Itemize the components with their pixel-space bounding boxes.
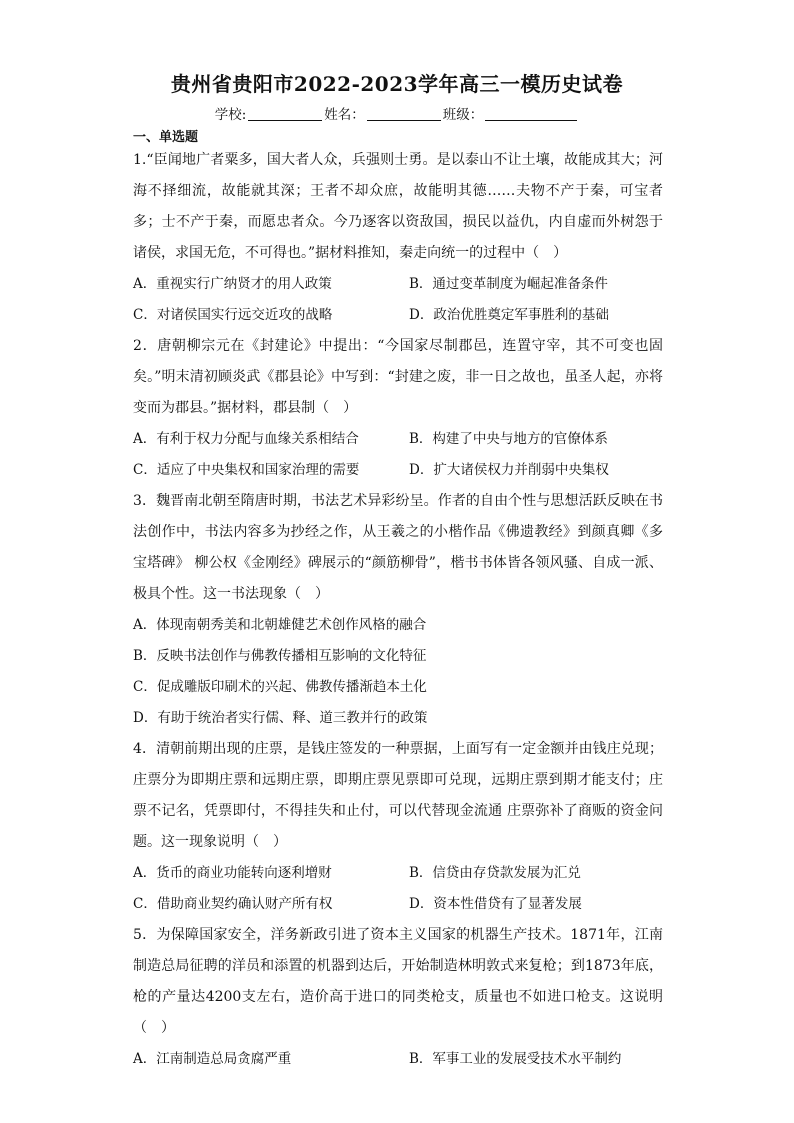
question-2 — [133, 331, 663, 486]
question-5 — [133, 920, 663, 1075]
option-d[interactable]: D．资本性借贷有了显著发展 — [409, 896, 582, 912]
option-d[interactable]: D．有助于统治者实行儒、释、道三教并行的政策 — [133, 710, 428, 726]
option-c[interactable]: C．对诸侯国实行远交近攻的战略 — [133, 307, 333, 323]
options-row — [133, 455, 663, 486]
option-b[interactable]: B．信贷由存贷款发展为汇兑 — [409, 865, 581, 881]
class-label: 班级： — [442, 107, 484, 123]
name-label: 姓名： — [324, 107, 365, 123]
option-a[interactable]: A．有利于权力分配与血缘关系相结合 — [133, 431, 359, 447]
option-a[interactable]: A．江南制造总局贪腐严重 — [133, 1051, 292, 1067]
option-d[interactable]: D．扩大诸侯权力并削弱中央集权 — [409, 462, 609, 478]
class-blank[interactable] — [485, 106, 577, 121]
options-row — [133, 269, 663, 300]
school-label: 学校: — [214, 107, 247, 123]
option-a[interactable]: A．货币的商业功能转向逐利增财 — [133, 865, 332, 881]
option-a[interactable]: A．体现南朝秀美和北朝雄健艺术创作风格的融合 — [133, 617, 427, 633]
question-stem: 1.“臣闻地广者粟多，国大者人众，兵强则士勇。是以泰山不让土壤，故能成其大；河海不择细流，故能就其深；王者不却众庶，故能明其德……夫物不产于秦，可宝者多；士不产于秦，而愿忠者众。今乃逐客以资敌国，损民以益仇，内自虚而外树怨于诸侯，求国无危，不可得也。”据材料推知，秦走向统一的过程中（ ） — [133, 152, 663, 261]
options-row — [133, 858, 663, 889]
option-b[interactable]: B．通过变革制度为崛起准备条件 — [409, 276, 608, 292]
exam-title: 贵州省贵阳市2022-2023学年高三一模历史试卷 — [170, 72, 624, 96]
option-b[interactable]: B．反映书法创作与佛教传播相互影响的文化特征 — [133, 648, 427, 664]
option-c[interactable]: C．借助商业契约确认财产所有权 — [133, 896, 333, 912]
name-blank[interactable] — [367, 106, 441, 121]
option-b[interactable]: B．军事工业的发展受技术水平制约 — [409, 1051, 622, 1067]
options-row — [133, 889, 663, 920]
question-stem: 3．魏晋南北朝至隋唐时期，书法艺术异彩纷呈。作者的自由个性与思想活跃反映在书法创作中，书法内容多为抄经之作，从王羲之的小楷作品《佛遗教经》到颜真卿《多宝塔碑》 柳公权《金刚经》碑展示的“颜筋柳骨”，楷书书体皆各领风骚、自成一派、极具个性。这一书法现象（ ） — [133, 493, 663, 602]
question-list — [133, 145, 663, 1075]
options-row — [133, 1044, 663, 1075]
option-c[interactable]: C．适应了中央集权和国家治理的需要 — [133, 462, 360, 478]
question-1 — [133, 145, 663, 331]
section-title: 一、单选题 — [133, 130, 199, 145]
options-row — [133, 300, 663, 331]
question-stem: 5．为保障国家安全，洋务新政引进了资本主义国家的机器生产技术。1871年，江南制造总局征聘的洋员和添置的机器到达后，开始制造林明敦式来复枪；到1873年底，枪的产量达4200支左右，造价高于进口的同类枪支，质量也不如进口枪支。这说明（ ） — [133, 927, 663, 1036]
question-stem: 4．清朝前期出现的庄票，是钱庄签发的一种票据，上面写有一定金额并由钱庄兑现；庄票分为即期庄票和远期庄票，即期庄票见票即可兑现，远期庄票到期才能支付；庄票不记名，凭票即付，不得挂失和止付，可以代替现金流通 庄票弥补了商贩的资金问题。这一现象说明（ ） — [133, 741, 663, 850]
question-stem: 2．唐朝柳宗元在《封建论》中提出：“今国家尽制郡邑，连置守宰，其不可变也固矣。”明末清初顾炎武《郡县论》中写到：“封建之废，非一日之故也，虽圣人起，亦将变而为郡县。”据材料，郡县制（ ） — [133, 338, 663, 416]
option-a[interactable]: A．重视实行广纳贤才的用人政策 — [133, 276, 332, 292]
question-4 — [133, 734, 663, 920]
school-blank[interactable] — [248, 106, 322, 121]
question-3 — [133, 486, 663, 734]
option-d[interactable]: D．政治优胜奠定军事胜利的基础 — [409, 307, 609, 323]
option-b[interactable]: B．构建了中央与地方的官僚体系 — [409, 431, 608, 447]
option-c[interactable]: C．促成雕版印刷术的兴起、佛教传播渐趋本土化 — [133, 679, 427, 695]
options-row — [133, 424, 663, 455]
student-info-line — [0, 103, 794, 123]
